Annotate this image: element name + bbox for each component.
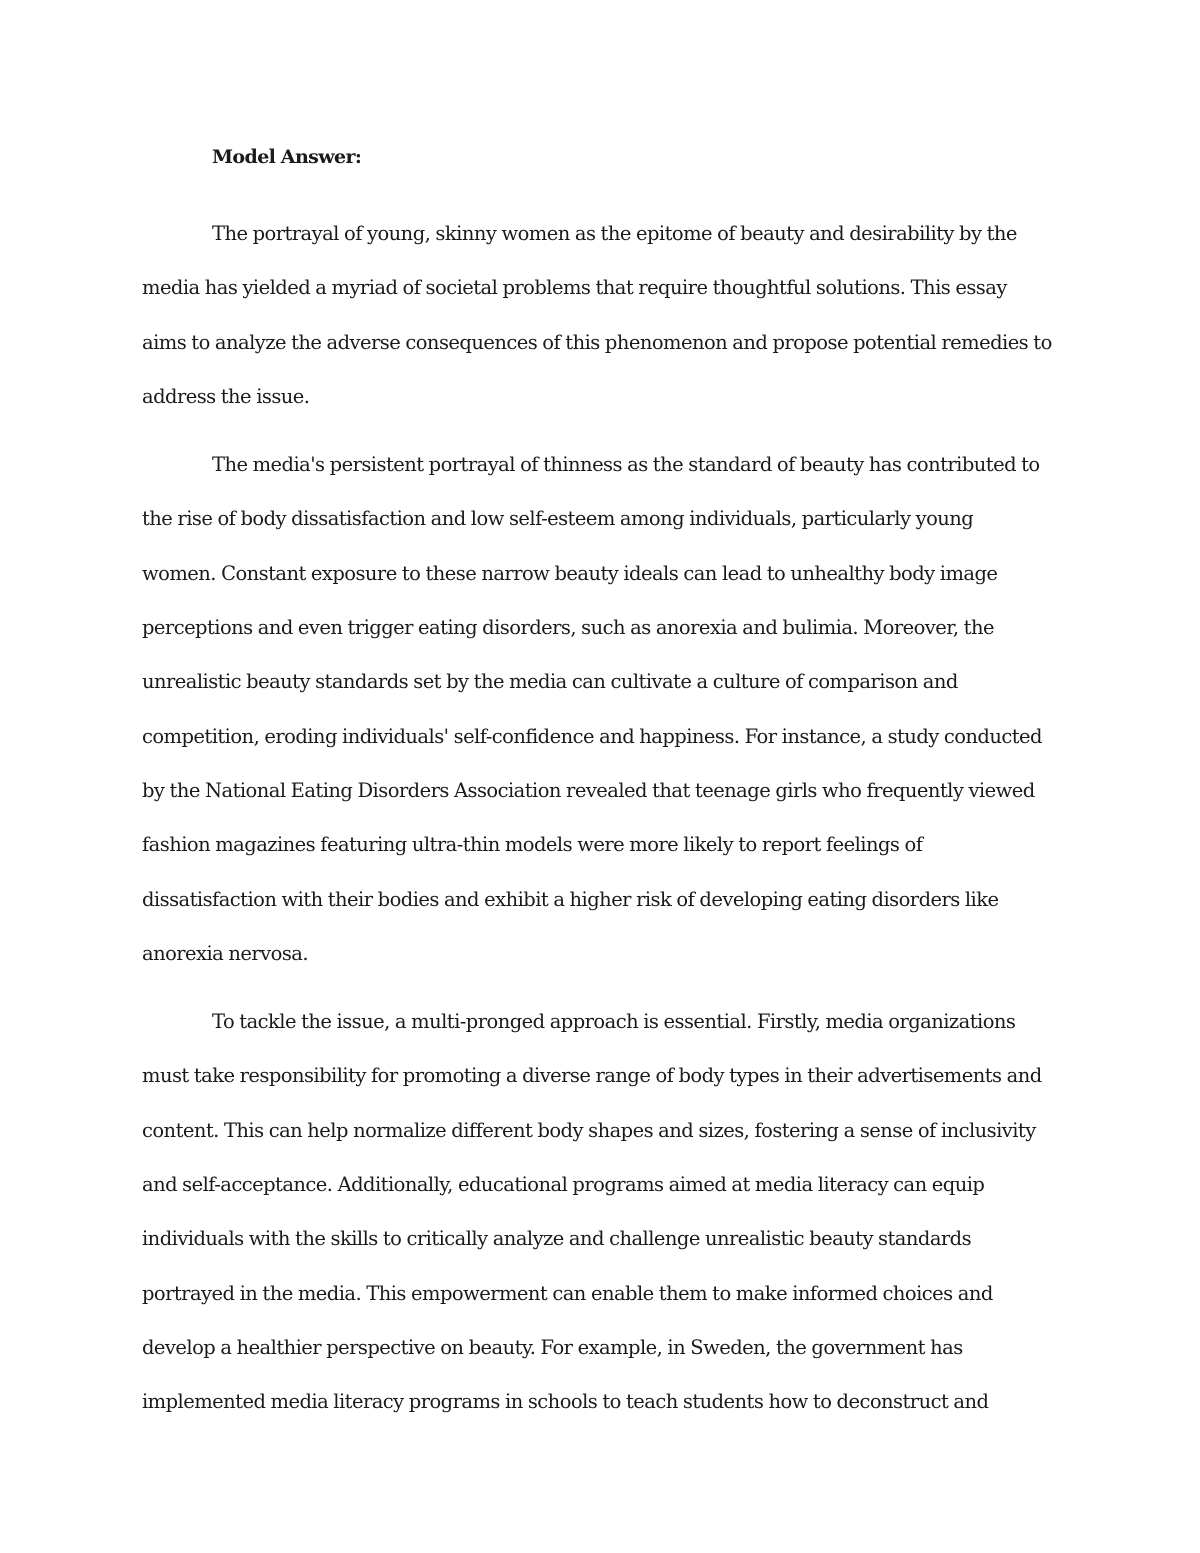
paragraph-introduction [142, 207, 1057, 424]
paragraph-line: address the issue. [142, 384, 310, 408]
paragraph-line: and self-acceptance. Additionally, educational programs aimed at media literacy can equip [142, 1173, 985, 1197]
paragraph-line: develop a healthier perspective on beauty. For example, in Sweden, the government has [142, 1335, 963, 1359]
paragraph-line: the rise of body dissatisfaction and low self-esteem among individuals, particularly young [142, 507, 974, 531]
paragraph-line: aims to analyze the adverse consequences of this phenomenon and propose potential remedies to [142, 330, 1052, 354]
paragraph-line: perceptions and even trigger eating disorders, such as anorexia and bulimia. Moreover, the [142, 616, 994, 640]
paragraph-line: anorexia nervosa. [142, 941, 309, 965]
paragraph-line: must take responsibility for promoting a diverse range of body types in their advertisements and [142, 1064, 1042, 1088]
paragraph-line: The media's persistent portrayal of thinness as the standard of beauty has contributed to [212, 453, 1040, 477]
paragraph-line: individuals with the skills to critically analyze and challenge unrealistic beauty standards [142, 1227, 972, 1251]
paragraph-line: To tackle the issue, a multi-pronged approach is essential. Firstly, media organizations [212, 1010, 1016, 1034]
paragraph-line: competition, eroding individuals' self-confidence and happiness. For instance, a study conducted [142, 724, 1042, 748]
paragraph-line: media has yielded a myriad of societal problems that require thoughtful solutions. This essay [142, 276, 1007, 300]
paragraph-line: by the National Eating Disorders Association revealed that teenage girls who frequently viewed [142, 778, 1035, 802]
paragraph-line: dissatisfaction with their bodies and exhibit a higher risk of developing eating disorders like [142, 887, 999, 911]
paragraph-solutions [142, 995, 1057, 1429]
paragraph-line: fashion magazines featuring ultra-thin models were more likely to report feelings of [142, 833, 923, 857]
paragraph-line: unrealistic beauty standards set by the media can cultivate a culture of comparison and [142, 670, 958, 694]
paragraph-line: The portrayal of young, skinny women as the epitome of beauty and desirability by the [212, 222, 1017, 245]
paragraph-line: portrayed in the media. This empowerment can enable them to make informed choices and [142, 1281, 993, 1305]
document-body [142, 141, 1057, 1430]
paragraph-line: women. Constant exposure to these narrow beauty ideals can lead to unhealthy body image [142, 561, 998, 585]
paragraph-line: content. This can help normalize different body shapes and sizes, fostering a sense of inclusivity [142, 1118, 1036, 1142]
paragraph-line: implemented media literacy programs in schools to teach students how to deconstruct and [142, 1390, 989, 1414]
document-heading: Model Answer: [212, 146, 362, 168]
paragraph-consequences [142, 438, 1057, 981]
